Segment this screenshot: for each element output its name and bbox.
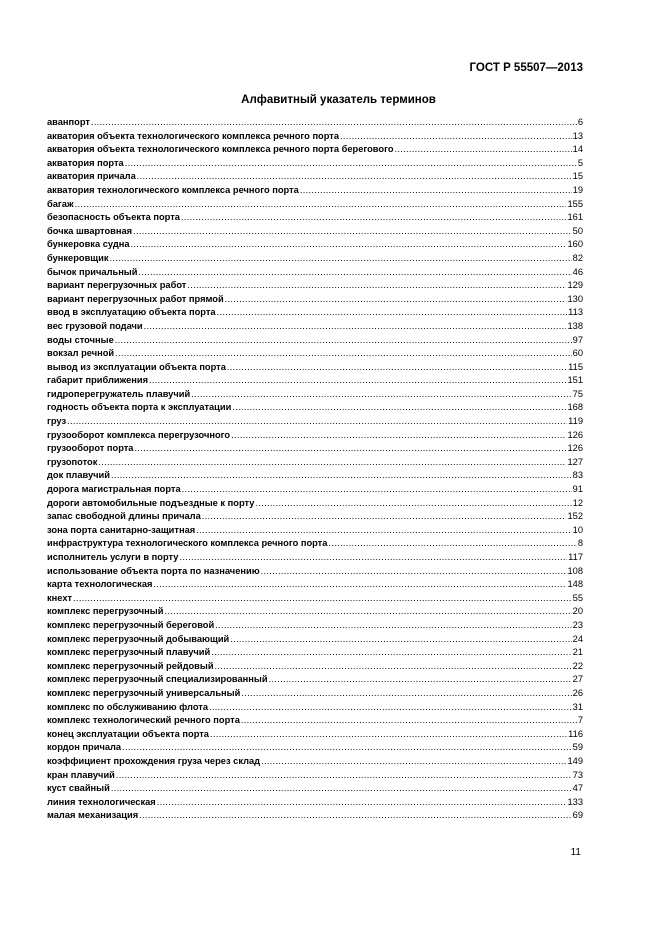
index-term: исполнитель услуги в порту [47, 552, 179, 562]
dot-leader [115, 347, 572, 361]
dot-leader [67, 415, 567, 429]
dot-leader [111, 782, 572, 796]
dot-leader [210, 728, 567, 742]
index-entry [47, 551, 583, 565]
dot-leader [230, 633, 571, 647]
index-entry [47, 769, 583, 783]
index-term: комплекс технологический речного порта [47, 715, 240, 726]
index-entry [47, 198, 583, 212]
dot-leader [138, 266, 571, 280]
index-page-ref: 46 [572, 266, 583, 277]
index-entry [47, 456, 583, 470]
dot-leader [91, 116, 577, 130]
index-entry [47, 252, 583, 266]
index-page-ref: 126 [567, 443, 583, 454]
index-entry [47, 238, 583, 252]
page-title: Алфавитный указатель терминов [241, 94, 436, 106]
dot-leader [153, 578, 566, 592]
index-page-ref: 127 [567, 456, 583, 467]
index-term: вариант перегрузочных работ [47, 280, 187, 291]
index-entry [47, 592, 583, 606]
index-entry [47, 225, 583, 239]
index-page-ref: 160 [567, 239, 583, 250]
index-term: акватория причала [47, 171, 136, 182]
dot-leader [227, 361, 567, 375]
index-page-ref: 19 [572, 184, 583, 195]
index-page-ref: 21 [572, 647, 583, 658]
dot-leader [73, 592, 572, 606]
index-page-ref: 69 [572, 810, 583, 821]
index-page-ref: 91 [572, 484, 583, 495]
dot-leader [225, 293, 567, 307]
index-term: бычок причальный [47, 266, 138, 277]
index-page-ref: 161 [567, 212, 583, 223]
index-entry [47, 157, 583, 171]
dot-leader [231, 429, 566, 443]
index-term: кран плавучий [47, 769, 115, 780]
index-page-ref: 31 [572, 701, 583, 712]
index-entry [47, 537, 583, 551]
dot-leader [182, 483, 572, 497]
dot-leader [134, 442, 566, 456]
index-entry [47, 633, 583, 647]
index-page-ref: 14 [572, 144, 583, 155]
index-term: бункеровщик [47, 252, 109, 263]
index-entry [47, 660, 583, 674]
index-term: вариант перегрузочных работ прямой [47, 293, 224, 304]
dot-leader [261, 565, 567, 579]
dot-leader [340, 130, 572, 144]
index-entry [47, 701, 583, 715]
dot-leader [300, 184, 572, 198]
index-entry [47, 673, 583, 687]
index-entry [47, 279, 583, 293]
index-term: вывод из эксплуатации объекта порта [47, 361, 226, 372]
index-entry [47, 619, 583, 633]
index-page-ref: 7 [577, 715, 583, 726]
dot-leader [269, 673, 572, 687]
index-entry [47, 374, 583, 388]
index-term: куст свайный [47, 783, 110, 794]
index-entry [47, 714, 583, 728]
index-term: аванпорт [47, 117, 90, 127]
dot-leader [111, 469, 572, 483]
index-page-ref: 117 [568, 552, 583, 562]
index-page-ref: 119 [568, 416, 583, 427]
index-term: акватория порта [47, 157, 124, 168]
index-page-ref: 55 [572, 592, 583, 603]
index-term: бочка швартовная [47, 225, 133, 236]
index-page-ref: 82 [572, 252, 583, 263]
dot-leader [139, 809, 572, 823]
dot-leader [217, 306, 568, 320]
dot-leader [211, 646, 571, 660]
index-page-ref: 27 [572, 674, 583, 685]
index-entry [47, 170, 583, 184]
dot-leader [241, 687, 571, 701]
dot-leader [241, 714, 577, 728]
index-page-ref: 20 [572, 606, 583, 617]
index-term: вес грузовой подачи [47, 320, 143, 331]
index-page-ref: 23 [572, 619, 583, 630]
index-term: багаж [47, 198, 74, 209]
index-term: безопасность объекта порта [47, 212, 180, 223]
dot-leader [179, 551, 567, 565]
dot-leader [125, 157, 577, 171]
index-page-ref: 151 [567, 375, 583, 386]
index-page-ref: 83 [572, 470, 583, 481]
index-term: габарит приближения [47, 375, 149, 386]
index-term: дороги автомобильные подъездные к порту [47, 497, 255, 508]
index-term: комплекс перегрузочный рейдовый [47, 660, 214, 671]
index-page-ref: 50 [572, 225, 583, 236]
index-term: комплекс перегрузочный плавучий [47, 647, 211, 658]
index-term: комплекс перегрузочный универсальный [47, 687, 241, 698]
dot-leader [255, 497, 571, 511]
index-term: ввод в эксплуатацию объекта порта [47, 307, 216, 318]
dot-leader [215, 619, 571, 633]
index-page-ref: 115 [568, 361, 583, 372]
index-page-ref: 8 [577, 538, 583, 549]
index-term: груз [47, 416, 67, 427]
index-entry [47, 347, 583, 361]
index-term: дорога магистральная порта [47, 484, 181, 495]
index-page-ref: 13 [572, 130, 583, 141]
index-term: бункеровка судна [47, 239, 130, 250]
index-term: карта технологическая [47, 579, 153, 590]
dot-leader [157, 796, 567, 810]
index-term: грузооборот комплекса перегрузочного [47, 429, 231, 440]
index-entry [47, 320, 583, 334]
index-page-ref: 60 [572, 348, 583, 359]
index-term: инфраструктура технологического комплекса речного порта [47, 538, 328, 549]
index-entry [47, 483, 583, 497]
index-page-ref: 138 [567, 320, 583, 331]
index-term: зона порта санитарно-защитная [47, 524, 196, 535]
index-page-ref: 73 [572, 769, 583, 780]
index-entry [47, 605, 583, 619]
index-entry [47, 334, 583, 348]
document-code: ГОСТ Р 55507—2013 [469, 62, 583, 74]
index-entry [47, 361, 583, 375]
index-entry [47, 646, 583, 660]
dot-leader [232, 401, 566, 415]
index-term: грузооборот порта [47, 443, 134, 454]
index-entry [47, 401, 583, 415]
dot-leader [395, 143, 572, 157]
index-entry [47, 143, 583, 157]
index-page-ref: 10 [572, 524, 583, 535]
dot-leader [137, 170, 572, 184]
index-term: воды сточные [47, 334, 114, 345]
index-term: комплекс перегрузочный специализированный [47, 674, 268, 685]
index-entry [47, 116, 583, 130]
index-entry [47, 293, 583, 307]
index-entry [47, 469, 583, 483]
index-entry [47, 388, 583, 402]
index-page-ref: 12 [572, 497, 583, 508]
index-entry [47, 415, 583, 429]
index-page-ref: 59 [572, 742, 583, 753]
index-entry [47, 211, 583, 225]
index-entry [47, 510, 583, 524]
index-term: акватория технологического комплекса речного порта [47, 184, 299, 195]
index-term: акватория объекта технологического комплекса речного порта [47, 130, 340, 141]
index-term: вокзал речной [47, 348, 115, 359]
index-entry [47, 782, 583, 796]
dot-leader [209, 701, 572, 715]
index-page-ref: 75 [572, 388, 583, 399]
dot-leader [133, 225, 572, 239]
index-term: гидроперегружатель плавучий [47, 388, 191, 399]
dot-leader [261, 755, 566, 769]
index-entry [47, 130, 583, 144]
dot-leader [164, 605, 571, 619]
index-term: коэффициент прохождения груза через склад [47, 755, 261, 766]
index-page-ref: 126 [567, 429, 583, 440]
index-term: малая механизация [47, 810, 139, 821]
index-term: конец эксплуатации объекта порта [47, 728, 209, 739]
index-entry [47, 442, 583, 456]
dot-leader [181, 211, 567, 225]
dot-leader [75, 198, 567, 212]
index-page-ref: 47 [572, 783, 583, 794]
term-index-list [47, 116, 583, 823]
index-entry [47, 184, 583, 198]
index-entry [47, 809, 583, 823]
index-term: комплекс перегрузочный добывающий [47, 633, 230, 644]
index-term: акватория объекта технологического комплекса речного порта берегового [47, 144, 394, 155]
dot-leader [191, 388, 571, 402]
dot-leader [196, 524, 571, 538]
page-number: 11 [570, 847, 581, 858]
index-page-ref: 129 [567, 280, 583, 291]
index-page-ref: 116 [568, 728, 583, 739]
dot-leader [115, 334, 572, 348]
dot-leader [144, 320, 567, 334]
index-page-ref: 108 [567, 565, 583, 576]
index-term: кнехт [47, 592, 73, 603]
index-entry [47, 497, 583, 511]
index-entry [47, 524, 583, 538]
index-page-ref: 130 [567, 293, 583, 304]
index-page-ref: 113 [568, 307, 583, 318]
index-term: кордон причала [47, 742, 122, 753]
index-page-ref: 24 [572, 633, 583, 644]
index-term: линия технологическая [47, 796, 156, 807]
index-page-ref: 5 [577, 157, 583, 168]
index-page-ref: 6 [577, 117, 583, 127]
index-entry [47, 728, 583, 742]
index-term: использование объекта порта по назначению [47, 565, 260, 576]
index-page-ref: 22 [572, 660, 583, 671]
index-term: док плавучий [47, 470, 110, 481]
index-page-ref: 148 [567, 579, 583, 590]
dot-leader [116, 769, 572, 783]
index-entry [47, 755, 583, 769]
dot-leader [131, 238, 567, 252]
index-page-ref: 168 [567, 402, 583, 413]
index-page-ref: 15 [572, 171, 583, 182]
dot-leader [187, 279, 566, 293]
index-entry [47, 687, 583, 701]
dot-leader [202, 510, 567, 524]
dot-leader [215, 660, 572, 674]
index-term: комплекс перегрузочный [47, 606, 164, 617]
index-entry [47, 306, 583, 320]
index-page-ref: 133 [567, 796, 583, 807]
index-page-ref: 155 [567, 198, 583, 209]
index-entry [47, 578, 583, 592]
dot-leader [110, 252, 572, 266]
dot-leader [122, 741, 572, 755]
index-term: комплекс перегрузочный береговой [47, 619, 215, 630]
index-entry [47, 266, 583, 280]
index-term: годность объекта порта к эксплуатации [47, 402, 232, 413]
index-entry [47, 796, 583, 810]
index-entry [47, 565, 583, 579]
index-term: комплекс по обслуживанию флота [47, 701, 209, 712]
dot-leader [149, 374, 566, 388]
index-entry [47, 741, 583, 755]
index-page-ref: 26 [572, 687, 583, 698]
index-page-ref: 152 [567, 511, 583, 522]
dot-leader [98, 456, 566, 470]
index-term: запас свободной длины причала [47, 511, 201, 522]
index-entry [47, 429, 583, 443]
dot-leader [328, 537, 576, 551]
index-page-ref: 97 [572, 334, 583, 345]
index-page-ref: 149 [567, 755, 583, 766]
index-term: грузопоток [47, 456, 98, 467]
